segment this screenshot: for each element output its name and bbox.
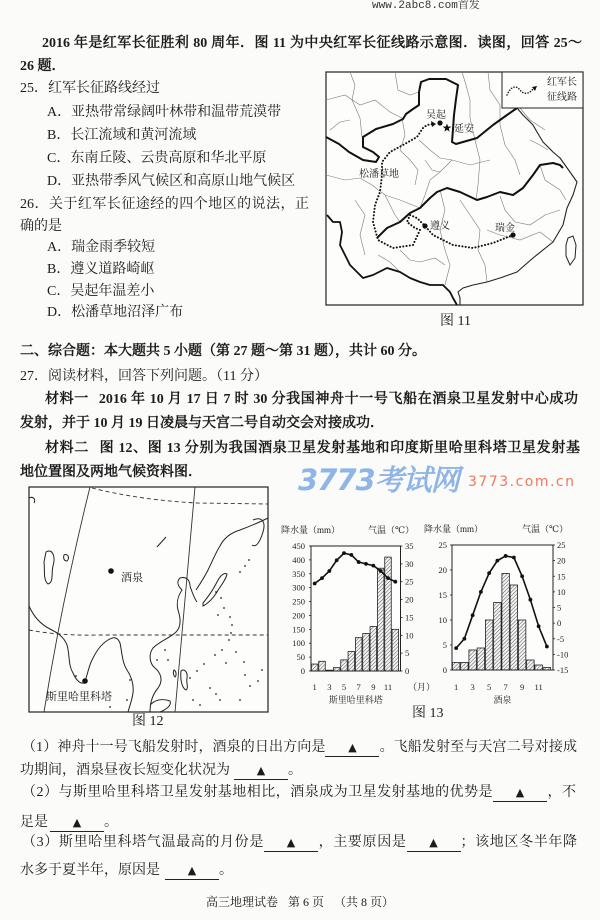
option-key: D． xyxy=(47,174,72,189)
temperature-point xyxy=(479,590,483,594)
option-text: 亚热带常绿阔叶林带和温带荒漠带 xyxy=(71,105,282,120)
temperature-point xyxy=(313,582,317,586)
option-key: C． xyxy=(47,151,71,166)
left-tick-label: 10 xyxy=(438,615,447,625)
section-2-heading: 二、综合题：本大题共 5 小题（第 27 题～第 31 题），共计 60 分。 xyxy=(20,344,426,359)
month-axis-unit-label: （月） xyxy=(408,682,436,692)
temperature-point xyxy=(512,556,516,560)
left-tick-label: 100 xyxy=(292,638,305,649)
precipitation-bar xyxy=(494,603,501,671)
q27-sub2-text-b: ，不 xyxy=(547,785,577,800)
temperature-point xyxy=(393,580,397,584)
triangle-icon: ▲ xyxy=(72,816,82,829)
material-2-line-1 xyxy=(45,439,580,459)
q25-option-c xyxy=(47,149,266,169)
right-tick-label: 30 xyxy=(405,558,414,569)
left-tick-label: 50 xyxy=(296,652,305,663)
place-label-songpan: 松潘草地 xyxy=(359,169,399,180)
place-label-wuqi: 吴起 xyxy=(426,110,446,121)
right-tick-label: -15 xyxy=(557,665,569,675)
option-key: A． xyxy=(47,105,72,120)
temperature-point xyxy=(335,558,339,562)
month-tick-label: 9 xyxy=(371,682,376,692)
right-tick-label: -5 xyxy=(557,633,565,644)
q27-sub1-line-1 xyxy=(22,738,577,758)
option-text: 吴起年温差小 xyxy=(70,284,155,299)
month-tick-label: 3 xyxy=(327,682,332,692)
climate-chart-2 xyxy=(424,523,568,705)
answer-blank xyxy=(234,764,288,780)
month-tick-label: 1 xyxy=(454,682,459,692)
q27-sub1-text-d: 。 xyxy=(288,763,302,778)
temperature-point xyxy=(349,553,353,557)
right-tick-label: 25 xyxy=(557,540,566,550)
q27-sub2-text-c: 足是 xyxy=(20,815,48,830)
temperature-point xyxy=(386,576,390,580)
option-text: 亚热带季风气候区和高原山地气候区 xyxy=(71,174,296,189)
q27-sub3-text-c: ；该地区冬半年降 xyxy=(460,835,578,850)
page-footer xyxy=(0,894,600,910)
footer-total-pages: （共 8 页） xyxy=(334,895,395,909)
q27-sub1-text-b: 。飞船发射至与天宫二号对接成 xyxy=(379,740,578,755)
precipitation-bar xyxy=(527,660,534,670)
answer-blank xyxy=(325,741,379,757)
intro-line-1: 2016 年是红军长征胜利 80 周年．图 11 为中央红军长征线路示意图．读图，回答 25～ xyxy=(42,36,582,51)
wuqi-marker-icon xyxy=(437,120,442,125)
option-key: B． xyxy=(47,128,71,143)
month-tick-label: 7 xyxy=(356,682,361,692)
place-label-zunyi: 遵义 xyxy=(430,221,450,232)
triangle-icon: ▲ xyxy=(429,836,438,849)
precipitation-bar xyxy=(510,585,517,670)
option-key: A． xyxy=(47,240,72,255)
precipitation-bar xyxy=(311,664,318,671)
q27-sub2-line-1 xyxy=(22,783,576,803)
temperature-point xyxy=(371,564,375,568)
temperature-point xyxy=(454,646,458,650)
right-tick-label: 0 xyxy=(557,618,562,629)
q25-option-a xyxy=(47,103,281,123)
temperature-point xyxy=(520,574,524,578)
answer-blank xyxy=(264,836,318,852)
q25-stem: 25．红军长征路线经过 xyxy=(20,81,160,96)
precipitation-bar xyxy=(485,620,492,670)
material-2-line-2: 地位置图及两地气候资料图． xyxy=(20,465,202,480)
footer-page-number: 第 6 页 xyxy=(287,895,324,909)
q27-sub3-line-2 xyxy=(20,861,233,881)
precipitation-bar xyxy=(502,574,509,671)
q25-option-d xyxy=(47,172,295,192)
place-label-ruijin: 瑞金 xyxy=(495,223,515,234)
site-watermark-logo: 3773考试网 xyxy=(298,463,459,497)
left-tick-label: 400 xyxy=(292,554,305,565)
precipitation-bar xyxy=(363,634,370,672)
precipitation-bar xyxy=(319,661,326,671)
triangle-icon: ▲ xyxy=(515,786,525,799)
temperature-point xyxy=(320,576,324,580)
precipitation-axis-title: 降水量（mm） xyxy=(424,524,484,534)
right-tick-label: 20 xyxy=(405,594,414,605)
q27-sub2-text-a: （2）与斯里哈里科塔卫星发射基地相比，酒泉成为卫星发射基地的优势是 xyxy=(22,785,494,800)
map-legend xyxy=(502,72,583,108)
figure-11-caption: 图 11 xyxy=(440,314,471,329)
temperature-point xyxy=(471,613,475,617)
option-text: 瑞金雨季较短 xyxy=(71,240,156,255)
temperature-point xyxy=(495,559,499,563)
temperature-point xyxy=(379,569,383,573)
temperature-point xyxy=(342,551,346,555)
jiuquan-marker-icon xyxy=(108,568,114,574)
triangle-icon: ▲ xyxy=(286,836,296,849)
month-tick-label: 11 xyxy=(534,682,543,692)
left-tick-label: 0 xyxy=(300,666,305,676)
left-tick-label: 250 xyxy=(292,596,305,607)
q27-sub2-text-d: 。 xyxy=(104,815,118,830)
right-tick-label: 10 xyxy=(557,586,566,597)
material-2-label: 材料二 xyxy=(45,441,89,456)
precipitation-axis-title: 降水量（mm） xyxy=(281,525,341,535)
month-tick-label: 5 xyxy=(487,682,492,692)
station-name-label: 斯里哈里科塔 xyxy=(328,695,383,705)
precipitation-bar xyxy=(348,652,355,671)
option-key: B． xyxy=(47,262,71,277)
material-1-text: 2016 年 10 月 17 日 7 时 30 分我国神舟十一号飞船在酒泉卫星发射中心成功 xyxy=(98,392,578,407)
footer-exam-title: 高三地理试卷 xyxy=(205,895,278,909)
left-tick-label: 20 xyxy=(438,565,447,575)
q26-stem-line-2: 确的是 xyxy=(20,219,62,234)
q26-option-d xyxy=(47,303,183,323)
legend-label-line-1: 红军长 xyxy=(547,77,577,88)
site-watermark-url: 3773.com.cn xyxy=(468,474,576,490)
place-label-jiuquan: 酒泉 xyxy=(121,572,143,584)
precipitation-bar xyxy=(518,620,525,670)
figure-13-climate-charts xyxy=(270,515,600,710)
right-tick-label: 10 xyxy=(405,630,414,641)
answer-blank xyxy=(493,786,547,802)
q27-sub2-line-2 xyxy=(20,813,118,833)
figure-12-location-map xyxy=(26,484,272,716)
precipitation-bar xyxy=(535,665,542,670)
temperature-point xyxy=(462,637,466,641)
left-tick-label: 200 xyxy=(292,610,305,621)
left-tick-label: 450 xyxy=(292,541,305,551)
answer-blank xyxy=(50,816,104,832)
q27-sub3-text-a: （3）斯里哈里科塔气温最高的月份是 xyxy=(22,835,264,850)
q27-sub1-line-2 xyxy=(20,761,302,781)
zunyi-marker-icon xyxy=(422,223,427,228)
left-tick-label: 15 xyxy=(438,590,447,600)
precipitation-bar xyxy=(461,663,468,671)
q27-sub3-text-e: 。 xyxy=(219,863,233,878)
q27-sub3-text-d: 水多于夏半年，原因是 xyxy=(20,863,160,878)
q27-sub3-line-1 xyxy=(22,833,577,853)
option-key: C． xyxy=(47,284,71,299)
option-text: 松潘草地沼泽广布 xyxy=(71,305,184,320)
precipitation-bar xyxy=(469,650,476,670)
sriharikota-marker-icon xyxy=(82,678,88,684)
option-key: D． xyxy=(47,305,72,320)
month-tick-label: 7 xyxy=(503,682,508,692)
right-tick-label: 15 xyxy=(405,612,414,623)
month-tick-label: 1 xyxy=(312,682,317,692)
q26-stem-line-1: 26．关于红军长征途经的四个地区的说法，正 xyxy=(20,197,309,212)
option-text: 遵义道路崎岖 xyxy=(70,262,155,277)
month-tick-label: 5 xyxy=(341,682,347,692)
figure-13-caption: 图 13 xyxy=(412,706,444,721)
right-tick-label: 20 xyxy=(557,555,566,566)
precipitation-bar xyxy=(377,568,384,671)
precipitation-bar xyxy=(452,663,459,671)
material-1-label: 材料一 xyxy=(45,392,89,407)
precipitation-bar xyxy=(370,627,377,671)
triangle-icon: ▲ xyxy=(187,864,197,877)
temperature-point xyxy=(528,598,532,602)
right-tick-label: 5 xyxy=(405,648,410,659)
left-tick-label: 150 xyxy=(292,624,305,635)
q25-option-b xyxy=(47,126,196,146)
right-tick-label: 15 xyxy=(557,571,566,582)
month-tick-label: 9 xyxy=(520,682,525,692)
answer-blank xyxy=(407,836,461,852)
temperature-point xyxy=(327,569,331,573)
site-watermark-note: www.2abc8.com首发 xyxy=(372,0,480,12)
precipitation-bar xyxy=(341,660,348,671)
right-tick-label: 0 xyxy=(405,666,410,676)
month-tick-label: 11 xyxy=(383,682,393,692)
temperature-point xyxy=(545,645,549,649)
material-2-text: 图 12、图 13 分别为我国酒泉卫星发射基地和印度斯里哈里科塔卫星发射基 xyxy=(99,441,581,456)
right-tick-label: 5 xyxy=(557,602,562,613)
q27-stem: 27．阅读材料，回答下列问题。（11 分） xyxy=(20,369,268,384)
precipitation-bar xyxy=(385,557,392,671)
legend-label-line-2: 征线路 xyxy=(547,92,577,103)
q26-option-a xyxy=(47,238,155,258)
q26-option-c xyxy=(47,282,154,302)
left-tick-label: 0 xyxy=(442,665,447,675)
place-label-yanan: 延安 xyxy=(454,124,474,135)
figure-11-long-march-map xyxy=(323,69,587,309)
station-name-label: 酒泉 xyxy=(493,695,512,705)
temperature-axis-title: 气温（℃） xyxy=(368,525,415,535)
right-tick-label: -10 xyxy=(557,649,569,660)
material-1-line-2: 发射，并于 10 月 19 日凌晨与天宫二号自动交会对接成功． xyxy=(20,416,384,431)
left-tick-label: 300 xyxy=(292,582,305,593)
temperature-point xyxy=(537,624,541,628)
triangle-icon: ▲ xyxy=(348,741,357,754)
place-label-sriharikota: 斯里哈里科塔 xyxy=(46,691,112,703)
q27-sub1-text-a: （1）神舟十一号飞船发射时，酒泉的日出方向是 xyxy=(22,740,326,755)
intro-line-2: 26 题． xyxy=(20,59,66,74)
material-1-line-1 xyxy=(45,390,578,410)
option-text: 东南丘陵、云贵高原和华北平原 xyxy=(70,151,267,166)
temperature-axis-title: 气温（℃） xyxy=(522,524,569,534)
temperature-point xyxy=(357,560,361,564)
q27-sub1-text-c: 功期间，酒泉昼夜长短变化状况为 xyxy=(20,763,230,778)
left-tick-label: 5 xyxy=(442,640,447,650)
answer-blank xyxy=(165,864,219,880)
option-text: 长江流域和黄河流域 xyxy=(70,128,197,143)
triangle-icon: ▲ xyxy=(256,764,266,777)
right-tick-label: 35 xyxy=(405,541,414,551)
temperature-point xyxy=(364,562,368,566)
precipitation-bar xyxy=(392,629,399,671)
precipitation-bar xyxy=(477,648,484,670)
temperature-point xyxy=(504,554,508,558)
right-tick-label: 25 xyxy=(405,576,414,587)
climate-chart-1 xyxy=(281,524,435,705)
q26-option-b xyxy=(47,260,154,280)
month-tick-label: 3 xyxy=(470,682,475,692)
left-tick-label: 25 xyxy=(438,540,447,550)
q27-sub3-text-b: ，主要原因是 xyxy=(317,835,407,850)
left-tick-label: 350 xyxy=(292,568,305,579)
precipitation-bar xyxy=(355,638,362,671)
temperature-point xyxy=(487,571,491,575)
figure-12-caption: 图 12 xyxy=(132,714,164,729)
